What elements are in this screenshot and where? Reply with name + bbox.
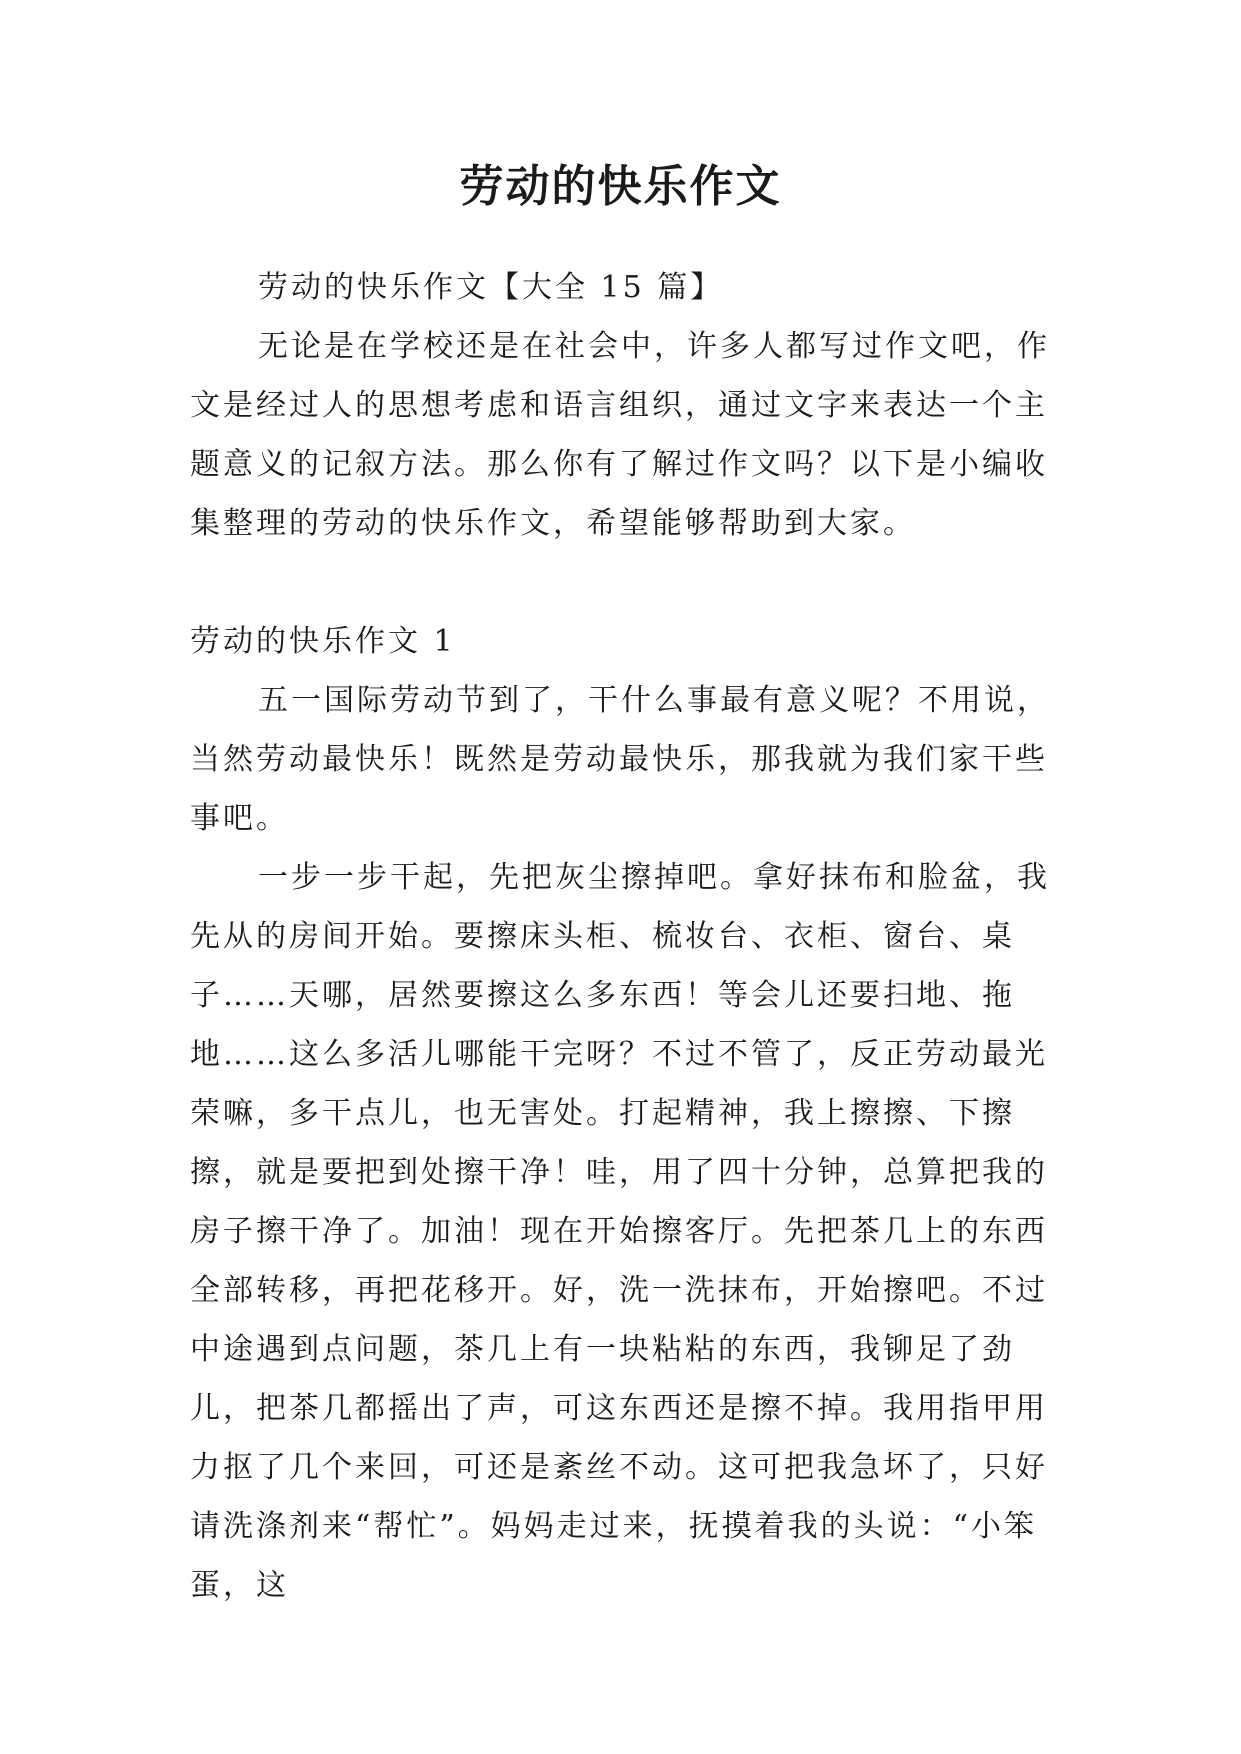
body-paragraph: 一步一步干起，先把灰尘擦掉吧。拿好抹布和脸盆，我先从的房间开始。要擦床头柜、梳妆台、衣柜、窗台、桌子……天哪，居然要擦这么多东西！等会儿还要扫地、拖地……这么多活儿哪能干完呀？不过不管了，反正劳动最光荣嘛，多干点儿，也无害处。打起精神，我上擦擦、下擦擦，就是要把到处擦干净！哇，用了四十分钟，总算把我的房子擦干净了。加油！现在开始擦客厅。先把茶几上的东西全部转移，再把花移开。好，洗一洗抹布，开始擦吧。不过中途遇到点问题，茶几上有一块粘粘的东西，我铆足了劲儿，把茶几都摇出了声，可这东西还是擦不掉。我用指甲用力抠了几个来回，可还是紊丝不动。这可把我急坏了，只好请洗涤剂来“帮忙”。妈妈走过来，抚摸着我的头说：“小笨蛋，这 <box>190 860 1050 1603</box>
document-title: 劳动的快乐作文 <box>459 161 782 212</box>
section-heading: 劳动的快乐作文 1 <box>190 624 456 659</box>
body-paragraph: 五一国际劳动节到了，干什么事最有意义呢？不用说，当然劳动最快乐！既然是劳动最快乐，那我就为我们家干些事吧。 <box>190 683 1050 836</box>
document-body <box>190 258 1050 1615</box>
intro-paragraph: 无论是在学校还是在社会中，许多人都写过作文吧，作文是经过人的思想考虑和语言组织，通过文字来表达一个主题意义的记叙方法。那么你有了解过作文吗？以下是小编收集整理的劳动的快乐作文，希望能够帮助到大家。 <box>190 329 1050 541</box>
document-subtitle: 劳动的快乐作文【大全 15 篇】 <box>258 270 724 305</box>
